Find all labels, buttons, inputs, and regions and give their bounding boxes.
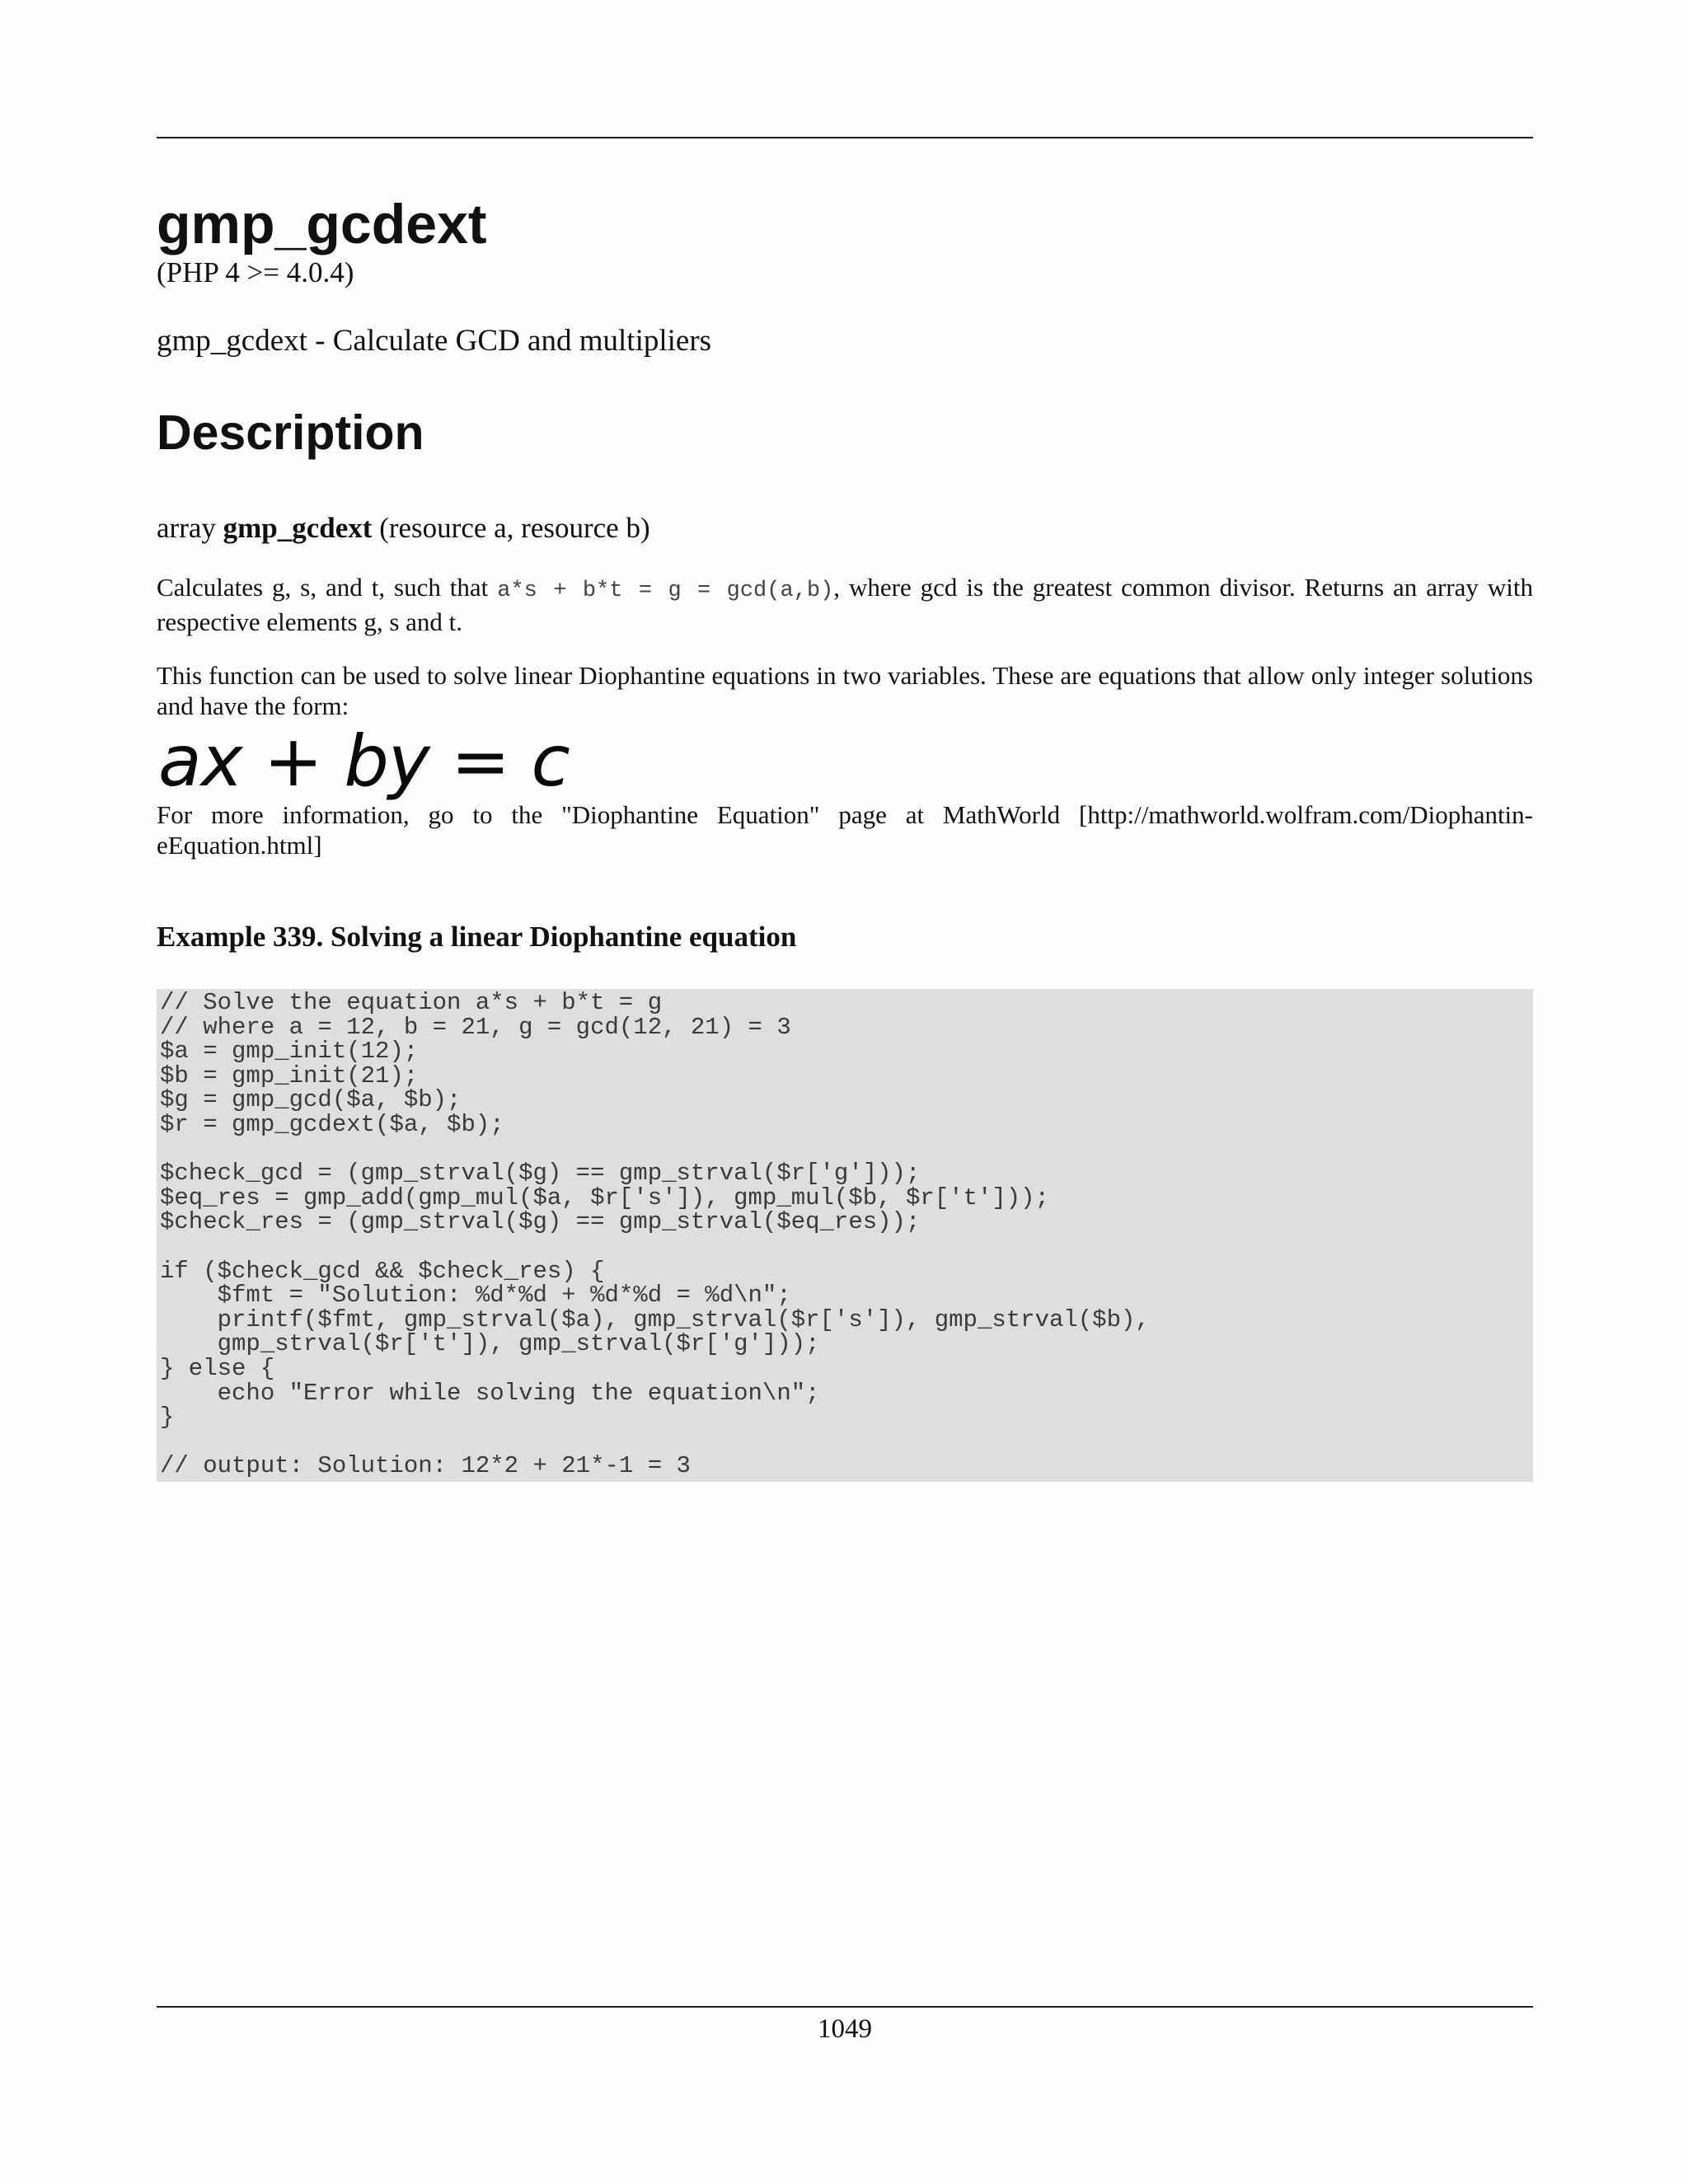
- diophantine-equation-image: ax + by = c: [158, 720, 570, 803]
- para1-inline-code: a*s + b*t = g = gcd(a,b): [497, 579, 834, 603]
- function-synopsis: [157, 511, 650, 546]
- example-code-block: [157, 989, 1533, 1482]
- para1-text-after: , where gcd is the greatest common divisor. Returns an array with respective elements g, s and t.: [157, 573, 1533, 636]
- example-title: Example 339. Solving a linear Diophantine equation: [157, 921, 797, 953]
- synopsis-function-name: gmp_gcdext: [223, 512, 373, 544]
- description-paragraph-2: This function can be used to solve linear Diophantine equations in two variables. These are equations that allow only integer solutions and have the form:: [157, 661, 1533, 720]
- synopsis-params: (resource a, resource b): [379, 512, 650, 544]
- para1-text-before: Calculates g, s, and t, such that: [157, 573, 498, 602]
- document-page: [157, 0, 1533, 2184]
- function-refname: gmp_gcdext - Calculate GCD and multipliers: [157, 324, 712, 358]
- footer-rule: [157, 2006, 1533, 2008]
- synopsis-return-type: array: [157, 512, 216, 544]
- example-code: // Solve the equation a*s + b*t = g // where a = 12, b = 21, g = gcd(12, 21) = 3 $a = gmp_init(12); $b = gmp_init(21); $g = gmp_gcd($a, $b); $r = gmp_gcdext($a, $b); $check_gcd = (gmp_strval($g) == gmp_strval($r['g'])); $eq_res = gmp_add(gmp_mul($a, $r['s']), gmp_mul($b, $r['t'])); $check_res = (gmp_strval($g) == gmp_strval($eq_res)); if ($check_gcd && $check_res) { $fmt = "Solution: %d*%d + %d*%d = %d\n"; printf($fmt, gmp_strval($a), gmp_strval($r['s']), gmp_strval($b), gmp_strval($r['t']), gmp_strval($r['g'])); } else { echo "Error while solving the equation\n"; } // output: Solution: 12*2 + 21*-1 = 3: [160, 989, 1150, 1480]
- description-paragraph-1: [157, 572, 1533, 637]
- description-heading: Description: [157, 405, 424, 460]
- description-paragraph-3: For more information, go to the "Diophantine Equation" page at MathWorld [http://mathworld.wolfram.com/Diophantin-eEquation.html]: [157, 800, 1533, 860]
- page-number: 1049: [818, 2014, 872, 2044]
- version-info: (PHP 4 >= 4.0.4): [157, 256, 354, 288]
- header-rule: [157, 137, 1533, 138]
- page-title: gmp_gcdext: [157, 193, 487, 255]
